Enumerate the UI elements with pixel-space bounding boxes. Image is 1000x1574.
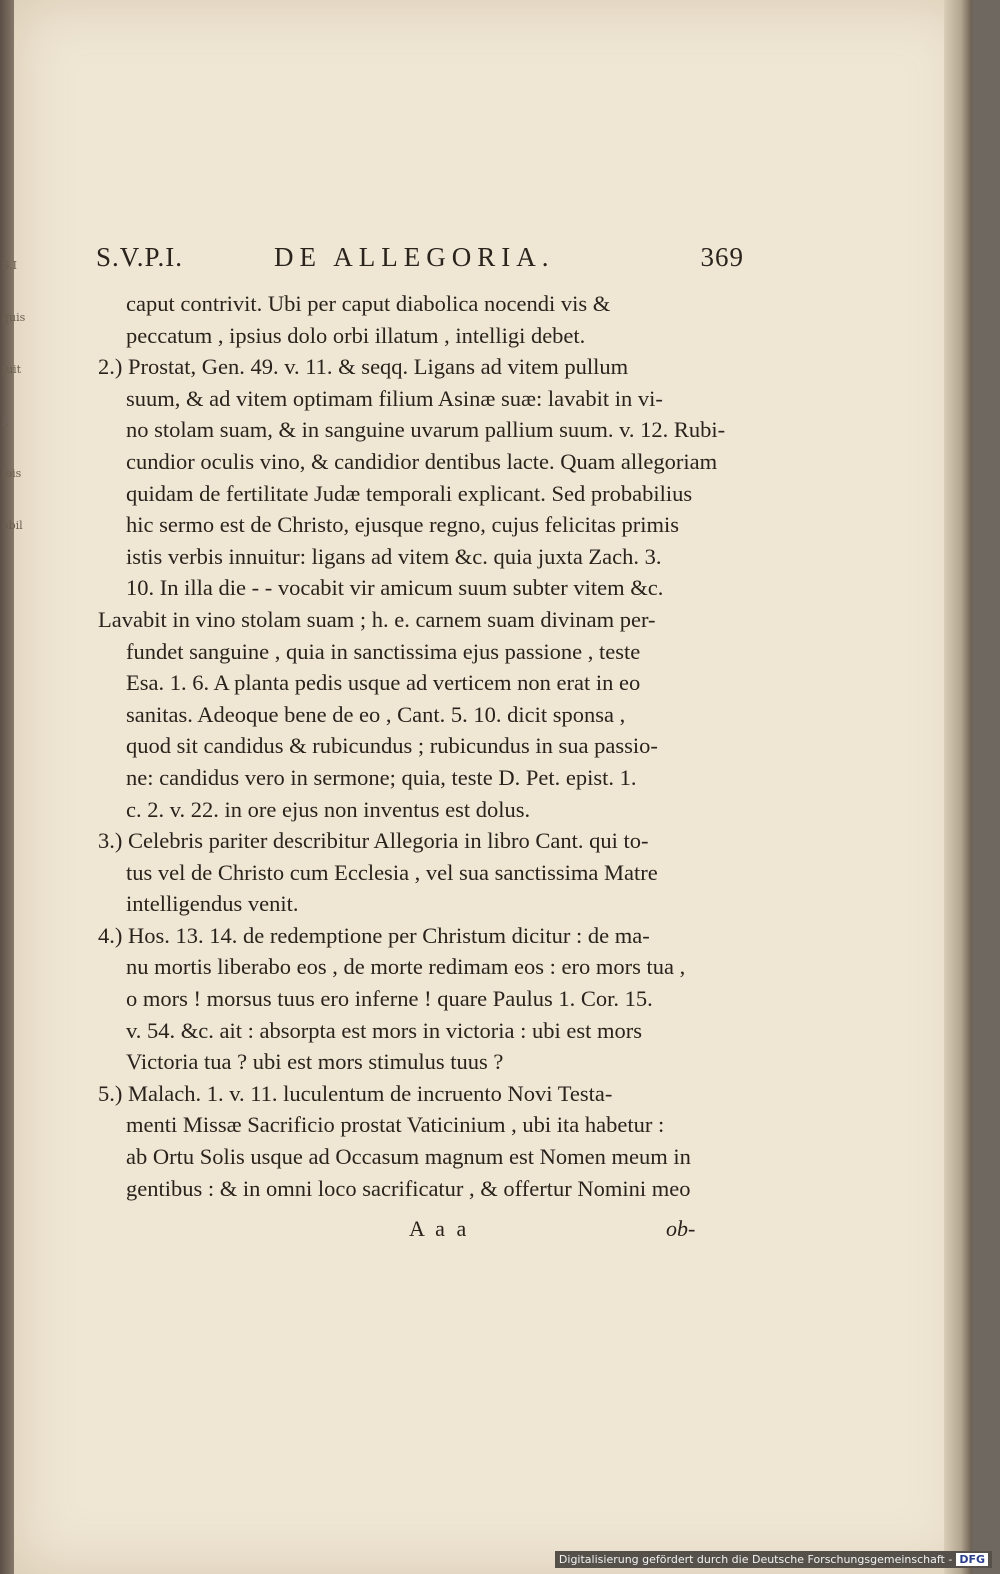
text-line: gentibus : & in omni loco sacrificatur , & offertur Nomini meo: [126, 1175, 691, 1201]
margin-fragment: quis: [2, 311, 26, 324]
margin-fragment: fuit: [2, 363, 22, 376]
text-line: ab Ortu Solis usque ad Occasum magnum est Nomen meum in: [126, 1144, 691, 1170]
body-text: [98, 288, 758, 1204]
page-number: 369: [700, 242, 744, 272]
text-line: 2.) Prostat, Gen. 49. v. 11. & seqq. Ligans ad vitem pullum: [98, 354, 629, 380]
text-line: ne: candidus vero in sermone; quia, teste D. Pet. epist. 1.: [126, 764, 637, 790]
margin-fragment: obil: [2, 519, 23, 532]
book-page: [14, 0, 972, 1574]
text-line: menti Missæ Sacrificio prostat Vaticinium , ubi ita habetur :: [126, 1112, 665, 1138]
text-line: caput contrivit. Ubi per caput diabolica nocendi vis &: [126, 291, 611, 316]
footer-text: Digitalisierung gefördert durch die Deutsche Forschungsgemeinschaft -: [558, 1553, 953, 1566]
text-line: 3.) Celebris pariter describitur Allegoria in libro Cant. qui to-: [98, 828, 649, 854]
text-line: 5.) Malach. 1. v. 11. luculentum de incruento Novi Testa-: [98, 1080, 613, 1106]
text-line: v. 54. &c. ait : absorpta est mors in victoria : ubi est mors: [126, 1017, 642, 1043]
dfg-logo: DFG: [956, 1553, 988, 1566]
text-line: 10. In illa die - - vocabit vir amicum suum subter vitem &c.: [126, 575, 664, 601]
text-line: istis verbis innuitur: ligans ad vitem &c. quia juxta Zach. 3.: [126, 543, 662, 569]
digitization-footer: [555, 1551, 992, 1568]
text-line: hic sermo est de Christo, ejusque regno, cujus felicitas primis: [126, 512, 680, 538]
text-line: peccatum , ipsius dolo orbi illatum , intelligi debet.: [126, 322, 586, 348]
text-line: quidam de fertilitate Judæ temporali explicant. Sed probabilius: [126, 480, 693, 506]
text-line: no stolam suam, & in sanguine uvarum pallium suum. v. 12. Rubi-: [126, 417, 726, 443]
margin-fragment: S.I: [2, 259, 17, 272]
margin-fragment: lois: [2, 467, 22, 480]
text-line: Victoria tua ? ubi est mors stimulus tuus ?: [126, 1049, 504, 1075]
text-line: 4.) Hos. 13. 14. de redemptione per Christum dicitur : de ma-: [98, 922, 650, 948]
text-line: o mors ! morsus tuus ero inferne ! quare Paulus 1. Cor. 15.: [126, 986, 653, 1012]
text-line: fundet sanguine , quia in sanctissima ejus passione , teste: [126, 638, 641, 664]
signature-mark: A a a: [409, 1216, 470, 1241]
text-line: nu mortis liberabo eos , de morte redimam eos : ero mors tua ,: [126, 954, 686, 980]
margin-fragment: l.: [2, 415, 10, 428]
running-head-title: DE ALLEGORIA.: [274, 242, 555, 272]
text-line: c. 2. v. 22. in ore ejus non inventus est dolus.: [126, 796, 531, 822]
text-line: suum, & ad vitem optimam filium Asinæ suæ: lavabit in vi-: [126, 385, 663, 411]
catchword: ob-: [666, 1216, 696, 1241]
text-line: Esa. 1. 6. A planta pedis usque ad verticem non erat in eo: [126, 670, 641, 696]
text-line: intelligendus venit.: [126, 891, 299, 917]
text-line: sanitas. Adeoque bene de eo , Cant. 5. 10. dicit sponsa ,: [126, 701, 626, 727]
running-head: [96, 236, 744, 276]
text-line: cundior oculis vino, & candidior dentibus lacte. Quam allegoriam: [126, 448, 718, 474]
text-line: tus vel de Christo cum Ecclesia , vel sua sanctissima Matre: [126, 859, 658, 885]
text-line: Lavabit in vino stolam suam ; h. e. carnem suam divinam per-: [98, 606, 656, 632]
left-margin-fragments: [2, 240, 28, 552]
page-edge-shadow: [944, 0, 972, 1574]
running-head-section: S.V.P.I.: [96, 242, 184, 272]
text-line: quod sit candidus & rubicundus ; rubicundus in sua passio-: [126, 733, 658, 759]
